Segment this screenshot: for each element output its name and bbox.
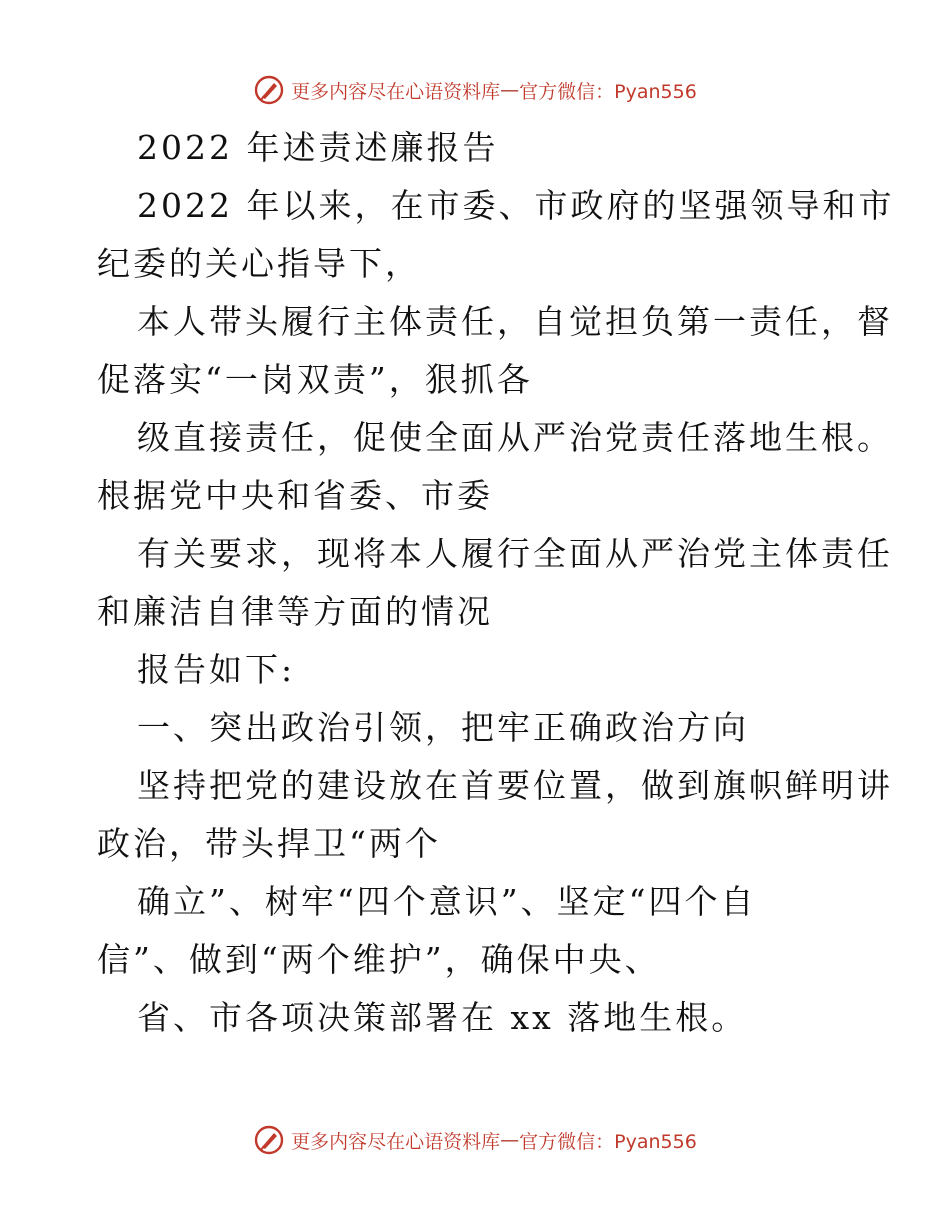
document-line: 信”、做到“两个维护”，确保中央、 xyxy=(97,940,661,979)
document-line: 省、市各项决策部署在 xx 落地生根。 xyxy=(137,998,748,1037)
document-line: 报告如下: xyxy=(137,650,296,689)
watermark-text: 更多内容尽在心语资料库 xyxy=(291,80,501,103)
document-line: 促落实“一岗双责”，狠抓各 xyxy=(97,360,533,399)
watermark-wechat: 官方微信：Pyan556 xyxy=(519,80,697,103)
document-line: 政治，带头捍卫“两个 xyxy=(97,824,441,863)
footer-watermark xyxy=(0,1120,950,1160)
document-line: 本人带头履行主体责任，自觉担负第一责任，督 xyxy=(137,302,893,341)
document-line: 2022 年述责述廉报告 xyxy=(137,128,499,167)
document-line: 根据党中央和省委、市委 xyxy=(97,476,493,515)
document-line: 坚持把党的建设放在首要位置，做到旗帜鲜明讲 xyxy=(137,766,893,805)
document-line: 级直接责任，促使全面从严治党责任落地生根。 xyxy=(137,418,893,457)
quill-logo-icon xyxy=(253,1124,285,1156)
document-line: 和廉洁自律等方面的情况 xyxy=(97,592,493,631)
watermark-separator: — xyxy=(500,79,520,101)
quill-logo-icon xyxy=(253,74,285,106)
document-line: 确立”、树牢“四个意识”、坚定“四个自 xyxy=(137,882,757,921)
document-line: 一、突出政治引领，把牢正确政治方向 xyxy=(137,708,749,747)
watermark-text: 更多内容尽在心语资料库 xyxy=(291,1130,501,1153)
document-line: 有关要求，现将本人履行全面从严治党主体责任 xyxy=(137,534,893,573)
document-line: 纪委的关心指导下， xyxy=(97,244,421,283)
document-line: 2022 年以来，在市委、市政府的坚强领导和市 xyxy=(137,186,895,225)
watermark-separator: — xyxy=(500,1129,520,1151)
document-body xyxy=(97,119,895,1047)
watermark-wechat: 官方微信：Pyan556 xyxy=(519,1130,697,1153)
header-watermark xyxy=(0,70,950,110)
